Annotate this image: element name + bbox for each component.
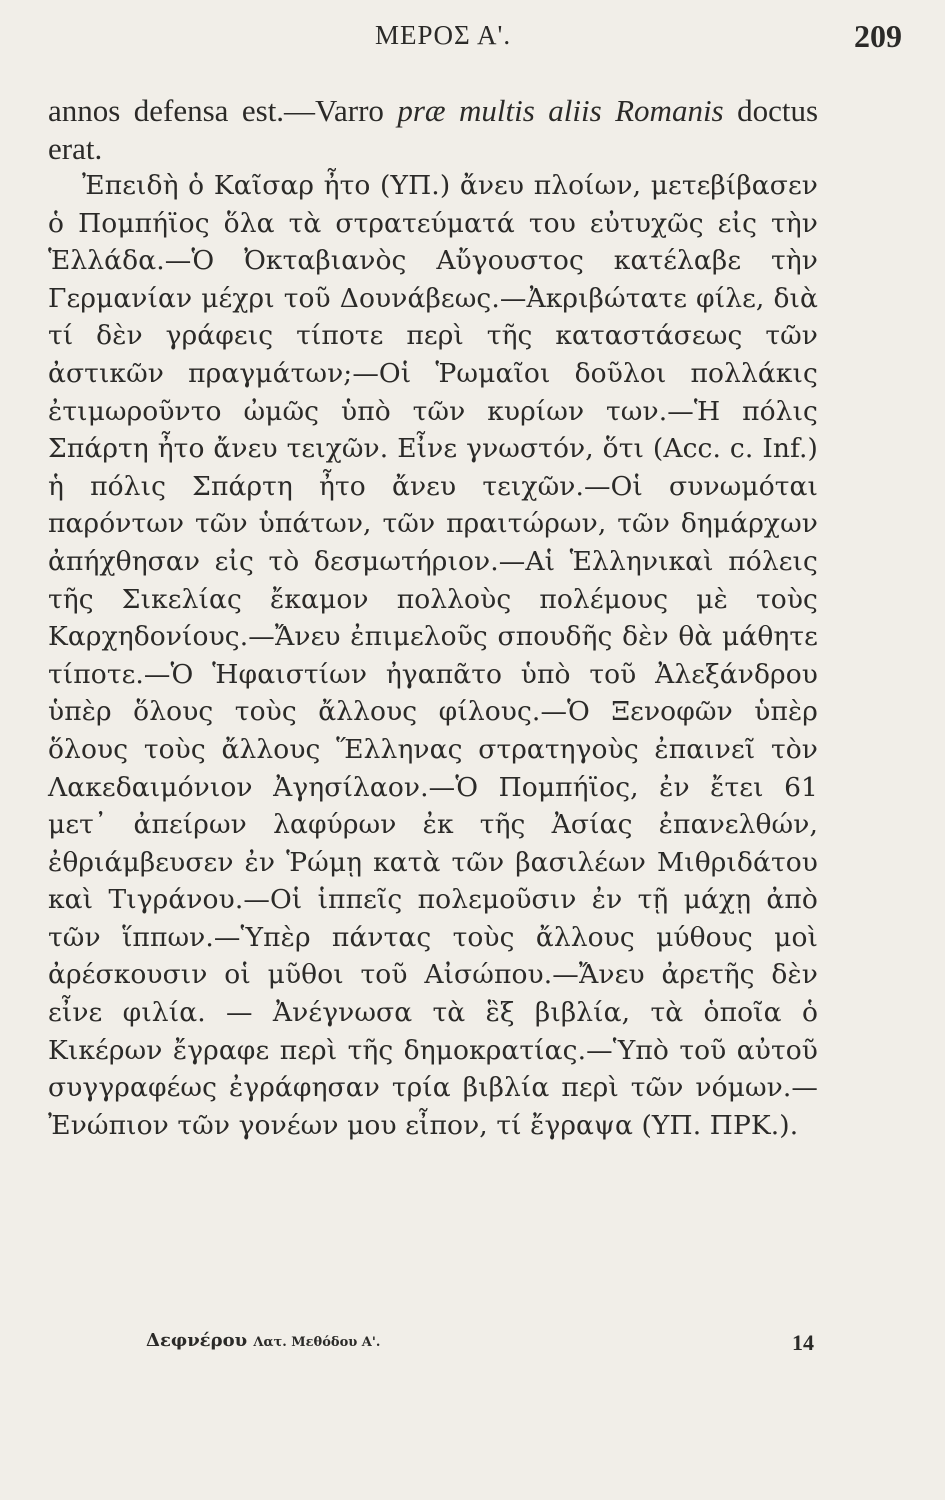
latin-text-end: doctus erat.: [48, 93, 819, 166]
latin-italic-phrase: præ multis aliis Romanis: [397, 93, 724, 128]
signature-subtitle: Λατ. Μεθόδου Α'.: [253, 1335, 381, 1350]
signature-main: Δεφνέρου: [146, 1330, 248, 1351]
body-text: [48, 92, 818, 1144]
page-number: 209: [854, 18, 902, 54]
printer-signature: [146, 1330, 380, 1351]
latin-paragraph: [48, 92, 818, 167]
sheet-mark: 14: [792, 1330, 814, 1355]
page-footer: [146, 1330, 826, 1370]
page-header: [40, 18, 902, 60]
latin-text-start: annos defensa est.—Varro: [48, 93, 398, 128]
greek-paragraph: Ἐπειδὴ ὁ Καῖσαρ ἦτο (ΥΠ.) ἄνευ πλοίων, μετεβίβασεν ὁ Πομπήϊος ὅλα τὰ στρατεύματά του εὐτυχῶς εἰς τὴν Ἑλλάδα.—Ὁ Ὀκταβιανὸς Αὔγουστος κατέλαβε τὴν Γερμανίαν μέχρι τοῦ Δουνάβεως.—Ἀκριβώτατε φίλε, διὰ τί δὲν γράφεις τίποτε περὶ τῆς καταστάσεως τῶν ἀστικῶν πραγμάτων;—Οἱ Ῥωμαῖοι δοῦλοι πολλάκις ἐτιμωροῦντο ὠμῶς ὑπὸ τῶν κυρίων των.—Ἡ πόλις Σπάρτη ἦτο ἄνευ τειχῶν. Εἶνε γνωστόν, ὅτι (Acc. c. Inf.) ἡ πόλις Σπάρτη ἦτο ἄνευ τειχῶν.—Οἱ συνωμόται παρόντων τῶν ὑπάτων, τῶν πραιτώρων, τῶν δημάρχων ἀπήχθησαν εἰς τὸ δεσμωτήριον.—Αἱ Ἑλληνικαὶ πόλεις τῆς Σικελίας ἔκαμον πολλοὺς πολέμους μὲ τοὺς Καρχηδονίους.—Ἄνευ ἐπιμελοῦς σπουδῆς δὲν θὰ μάθητε τίποτε.—Ὁ Ἡφαιστίων ἠγαπᾶτο ὑπὸ τοῦ Ἀλεξάνδρου ὑπὲρ ὅλους τοὺς ἄλλους φίλους.—Ὁ Ξενοφῶν ὑπὲρ ὅλους τοὺς ἄλλους Ἕλληνας στρατηγοὺς ἐπαινεῖ τὸν Λακεδαιμόνιον Ἀγησίλαον.—Ὁ Πομπήϊος, ἐν ἔτει 61 μετ᾽ ἀπείρων λαφύρων ἐκ τῆς Ἀσίας ἐπανελθών, ἐθριάμβευσεν ἐν Ῥώμῃ κατὰ τῶν βασιλέων Μιθριδάτου καὶ Τιγράνου.—Οἱ ἱππεῖς πολεμοῦσιν ἐν τῇ μάχῃ ἀπὸ τῶν ἵππων.—Ὑπὲρ πάντας τοὺς ἄλλους μύθους μοὶ ἀρέσκουσιν οἱ μῦθοι τοῦ Αἰσώπου.—Ἄνευ ἀρετῆς δὲν εἶνε φιλία. — Ἀνέγνωσα τὰ ἓξ βιβλία, τὰ ὁποῖα ὁ Κικέρων ἔγραφε περὶ τῆς δημοκρατίας.—Ὑπὸ τοῦ αὐτοῦ συγγραφέως ἐγράφησαν τρία βιβλία περὶ τῶν νόμων.—Ἐνώπιον τῶν γονέων μου εἶπον, τί ἔγραψα (ΥΠ. ΠΡΚ.).: [48, 170, 818, 1141]
running-title: ΜΕΡΟΣ Α'.: [375, 20, 512, 50]
